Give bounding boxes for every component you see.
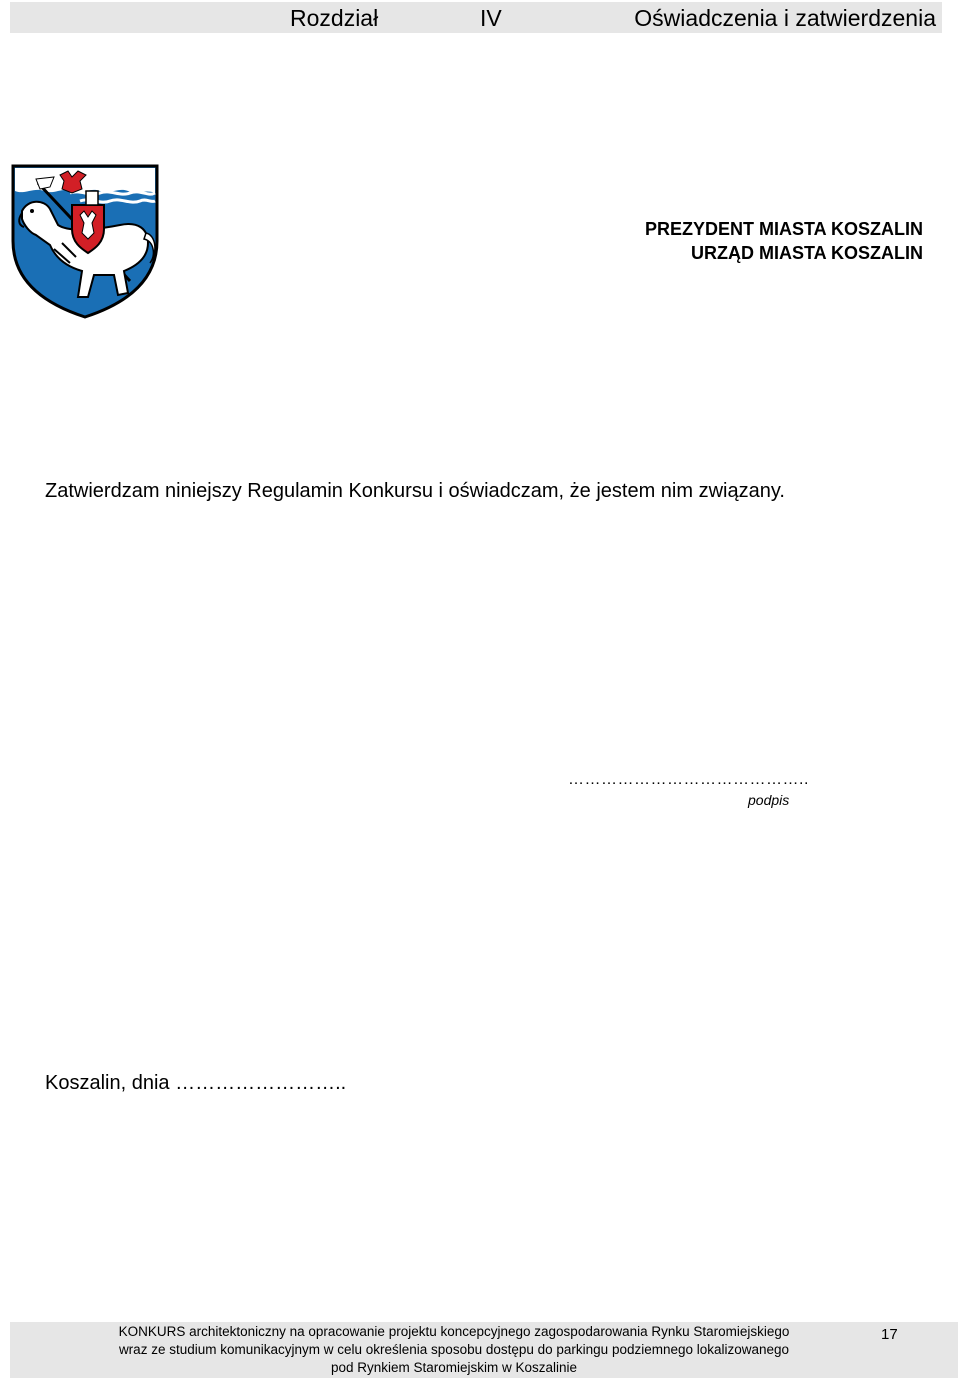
chapter-header bbox=[10, 2, 942, 33]
approval-statement: Zatwierdzam niniejszy Regulamin Konkursu i oświadczam, że jestem nim związany. bbox=[45, 480, 785, 502]
authority-line-president: PREZYDENT MIASTA KOSZALIN bbox=[645, 219, 923, 239]
page-number: 17 bbox=[881, 1326, 898, 1343]
signature-line: …………………………………….. bbox=[568, 771, 809, 788]
footer-line-1: KONKURS architektoniczny na opracowanie projektu koncepcyjnego zagospodarowania Rynku Staromiejskiego bbox=[118, 1324, 790, 1339]
chapter-number: IV bbox=[480, 5, 502, 31]
chapter-label: Rozdział bbox=[290, 5, 379, 31]
page-footer bbox=[10, 1322, 958, 1378]
footer-line-3: pod Rynkiem Staromiejskim w Koszalinie bbox=[330, 1360, 578, 1375]
koszalin-coat-of-arms-icon bbox=[10, 163, 160, 319]
footer-competition-title bbox=[60, 1323, 848, 1377]
place-date-line: Koszalin, dnia …………………….. bbox=[45, 1072, 347, 1094]
footer-line-2: wraz ze studium komunikacyjnym w celu określenia sposobu dostępu do parkingu podziemnego lokalizowanego bbox=[118, 1342, 790, 1357]
authority-line-office: URZĄD MIASTA KOSZALIN bbox=[691, 243, 923, 263]
issuing-authority bbox=[645, 217, 923, 265]
chapter-title: Oświadczenia i zatwierdzenia bbox=[634, 5, 936, 31]
signature-caption: podpis bbox=[748, 792, 790, 808]
